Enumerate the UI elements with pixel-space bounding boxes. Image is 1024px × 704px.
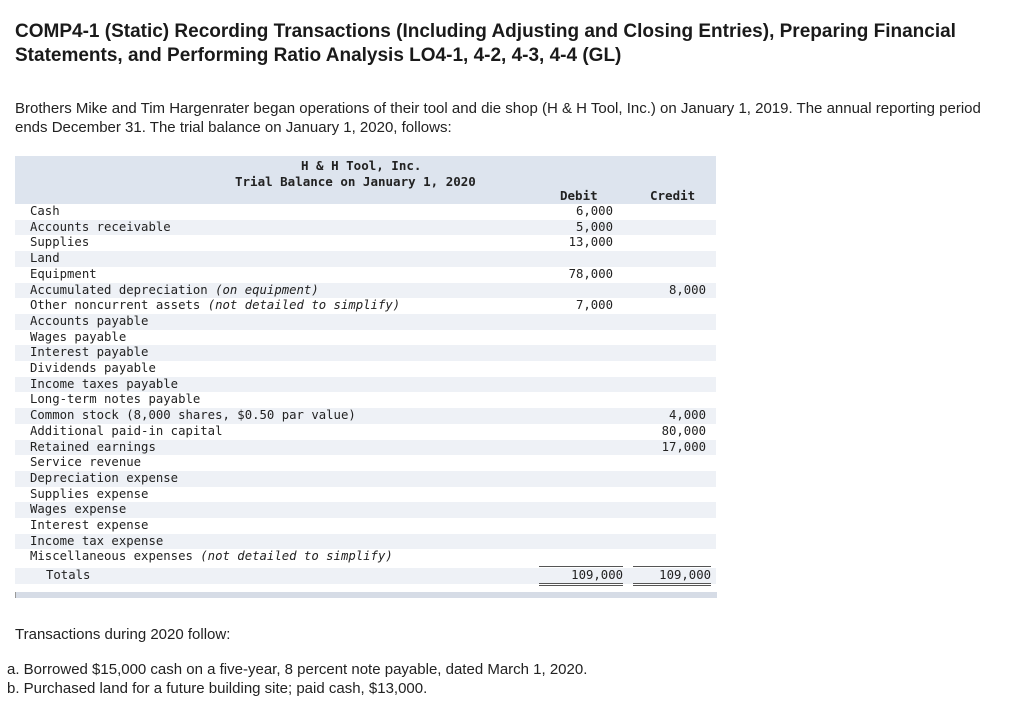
account-label: Wages payable: [30, 329, 127, 344]
account-label: Wages expense: [30, 502, 127, 517]
account-label: Long-term notes payable: [30, 392, 201, 407]
account-name: [30, 440, 156, 456]
table-row: [15, 251, 716, 267]
table-row: [15, 424, 716, 440]
account-name: [30, 345, 148, 361]
table-bottom-border: [15, 592, 717, 598]
table-row: [15, 220, 716, 236]
account-label: Cash: [30, 204, 60, 218]
credit-value: 8,000: [668, 282, 706, 297]
trial-balance-table: [15, 156, 716, 600]
account-label: Land: [30, 251, 60, 266]
account-name: [30, 314, 148, 330]
debit-value: 6,000: [575, 204, 613, 218]
table-row: [15, 361, 716, 377]
account-name: [30, 455, 141, 471]
account-name: [30, 518, 148, 534]
table-row: [15, 345, 716, 361]
table-row: [15, 377, 716, 393]
table-row: [15, 518, 716, 534]
table-row: [15, 267, 716, 283]
problem-intro: Brothers Mike and Tim Hargenrater began operations of their tool and die shop (H & H Tool, Inc.) on January 1, 2019. The annual reporting period ends December 31. The trial balance on January 1, 2020, follows:: [15, 100, 981, 136]
account-label: Service revenue: [30, 455, 142, 470]
trial-balance-subtitle: Trial Balance on January 1, 2020: [235, 174, 476, 189]
account-name: [30, 471, 178, 487]
table-row: [15, 392, 716, 408]
debit-value: 5,000: [575, 219, 613, 234]
company-name: H & H Tool, Inc.: [301, 158, 422, 173]
account-name: [30, 487, 148, 503]
account-name: [30, 534, 163, 550]
totals-label: Totals: [46, 568, 91, 583]
account-label: Supplies expense: [30, 486, 149, 501]
account-label: Miscellaneous expenses: [30, 549, 193, 564]
table-row: [15, 235, 716, 251]
transaction-item-a: a. Borrowed $15,000 cash on a five-year, 8 percent note payable, dated March 1, 2020.: [7, 661, 588, 678]
debit-value: 78,000: [568, 266, 613, 281]
account-name: [30, 377, 178, 393]
total-credit: 109,000: [633, 566, 711, 586]
trial-balance-header: [15, 156, 716, 204]
debit-value: 7,000: [575, 298, 613, 313]
credit-value: 17,000: [661, 439, 706, 454]
table-row: [15, 487, 716, 503]
table-row: [15, 283, 716, 299]
account-label: Income tax expense: [30, 533, 164, 548]
account-label: Depreciation expense: [30, 470, 179, 485]
account-note: (not detailed to simplify): [200, 549, 393, 564]
table-row: [15, 471, 716, 487]
total-debit: 109,000: [539, 566, 623, 586]
account-label: Common stock (8,000 shares, $0.50 par value): [30, 408, 356, 423]
account-name: [30, 424, 223, 440]
account-label: Interest expense: [30, 518, 149, 532]
table-row: [15, 534, 716, 550]
account-name: [30, 251, 60, 267]
table-row: [15, 408, 716, 424]
account-name: [30, 283, 319, 299]
account-label: Income taxes payable: [30, 376, 179, 391]
account-note: (on equipment): [215, 282, 319, 297]
account-name: [30, 361, 156, 377]
account-note: (not detailed to simplify): [207, 298, 401, 313]
account-name: [30, 298, 400, 314]
account-name: [30, 267, 97, 283]
account-label: Accumulated depreciation: [30, 282, 208, 297]
credit-value: 80,000: [661, 423, 706, 438]
account-label: Dividends payable: [30, 361, 156, 375]
table-row: [15, 298, 716, 314]
account-name: [30, 235, 89, 251]
account-name: [30, 204, 60, 220]
table-row: [15, 440, 716, 456]
table-row: [15, 330, 716, 346]
account-name: [30, 408, 356, 424]
account-label: Supplies: [30, 235, 90, 250]
table-row: [15, 455, 716, 471]
credit-value: 4,000: [668, 408, 706, 423]
account-label: Interest payable: [30, 345, 149, 360]
debit-value: 13,000: [568, 235, 613, 250]
transactions-heading: Transactions during 2020 follow:: [15, 626, 231, 643]
account-name: [30, 549, 393, 565]
debit-column-header: Debit: [560, 188, 598, 203]
transactions-list: [7, 660, 587, 698]
account-label: Other noncurrent assets: [30, 298, 201, 313]
account-name: [30, 502, 126, 518]
account-label: Additional paid-in capital: [30, 423, 223, 438]
account-name: [30, 392, 200, 408]
table-row: [15, 502, 716, 518]
credit-column-header: Credit: [650, 188, 696, 203]
account-name: [30, 330, 126, 346]
account-name: [30, 220, 171, 236]
account-label: Accounts payable: [30, 313, 149, 328]
problem-title: COMP4-1 (Static) Recording Transactions (Including Adjusting and Closing Entries), Preparing Financial Statements, and Performing Ratio Analysis LO4-1, 4-2, 4-3, 4-4 (GL): [15, 21, 956, 66]
account-label: Retained earnings: [30, 439, 156, 454]
table-row: [15, 204, 716, 220]
account-label: Equipment: [30, 266, 97, 281]
transaction-item-b: b. Purchased land for a future building site; paid cash, $13,000.: [7, 680, 428, 697]
table-row: [15, 549, 716, 565]
account-label: Accounts receivable: [30, 219, 171, 234]
table-row: [15, 314, 716, 330]
